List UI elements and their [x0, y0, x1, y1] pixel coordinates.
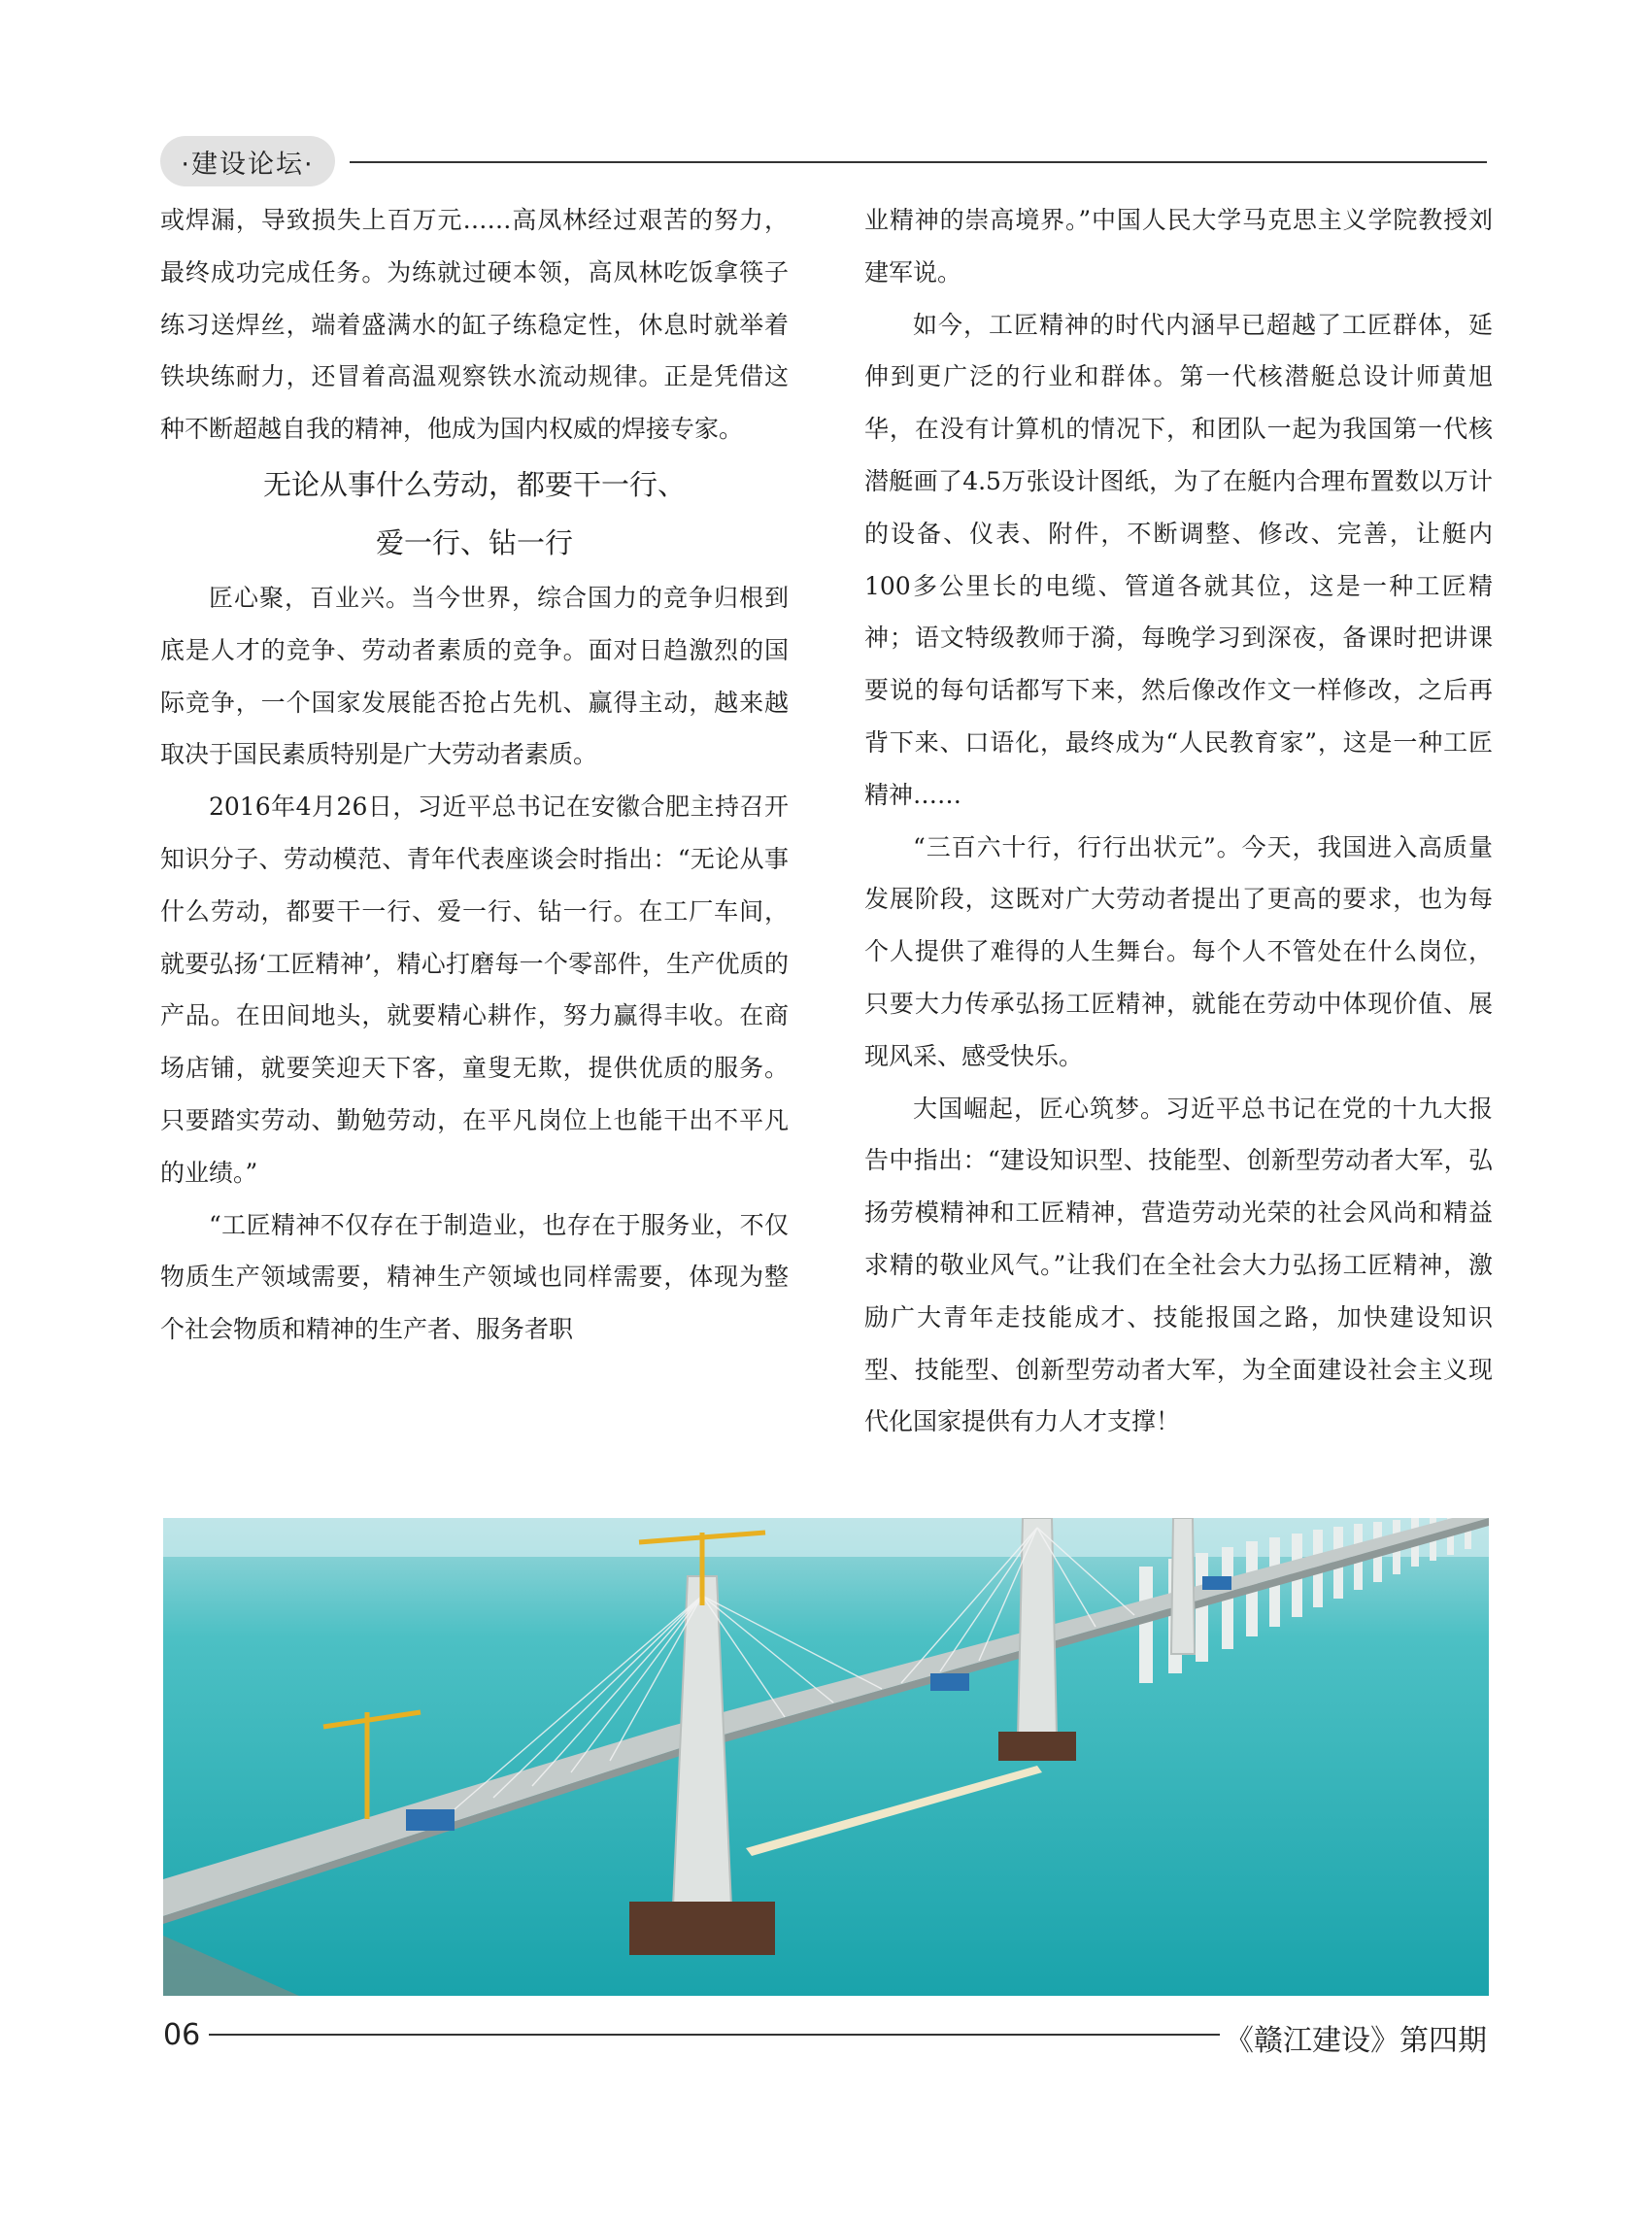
bridge-construction-photo — [163, 1518, 1489, 1996]
paragraph: 如今，工匠精神的时代内涵早已超越了工匠群体，延伸到更广泛的行业和群体。第一代核潜艇总设计师黄旭华，在没有计算机的情况下，和团队一起为我国第一代核潜艇画了4.5万张设计图纸，为了在艇内合理布置数以万计的设备、仪表、附件，不断调整、修改、完善，让艇内100多公里长的电缆、管道各就其位，这是一种工匠精神；语文特级教师于漪，每晚学习到深夜，备课时把讲课要说的每句话都写下来，然后像改作文一样修改，之后再背下来、口语化，最终成为“人民教育家”，这是一种工匠精神…… — [864, 310, 1493, 809]
section-label: ·建设论坛· — [160, 136, 335, 186]
section-heading-line2: 爱一行、钻一行 — [375, 525, 573, 559]
hazy-horizon — [163, 1518, 1489, 1557]
paragraph: 2016年4月26日，习近平总书记在安徽合肥主持召开知识分子、劳动模范、青年代表座谈会时指出：“无论从事什么劳动，都要干一行、爱一行、钻一行。在工厂车间，就要弘扬‘工匠精神’，精心打磨每一个零部件，生产优质的产品。在田间地头，就要精心耕作，努力赢得丰收。在商场店铺，就要笑迎天下客，童叟无欺，提供优质的服务。只要踏实劳动、勤勉劳动，在平凡岗位上也能干出不平凡的业绩。” — [160, 792, 789, 1187]
right-column — [864, 194, 1493, 1448]
section-heading-line1: 无论从事什么劳动，都要干一行、 — [262, 467, 686, 501]
paragraph: 业精神的崇高境界。”中国人民大学马克思主义学院教授刘建军说。 — [864, 206, 1493, 287]
paragraph: 或焊漏，导致损失上百万元……高凤林经过艰苦的努力，最终成功完成任务。为练就过硬本领，高凤林吃饭拿筷子练习送焊丝，端着盛满水的缸子练稳定性，休息时就举着铁块练耐力，还冒着高温观察铁水流动规律。正是凭借这种不断超越自我的精神，他成为国内权威的焊接专家。 — [160, 206, 789, 444]
paragraph: 匠心聚，百业兴。当今世界，综合国力的竞争归根到底是人才的竞争、劳动者素质的竞争。面对日趋激烈的国际竞争，一个国家发展能否抢占先机、赢得主动，越来越取决于国民素质特别是广大劳动者素质。 — [160, 583, 789, 769]
footer-rule — [209, 2034, 1220, 2036]
header-rule — [350, 161, 1487, 163]
bridge-photo-illustration — [163, 1518, 1489, 1996]
page-number: 06 — [163, 2018, 201, 2052]
paragraph: 大国崛起，匠心筑梦。习近平总书记在党的十九大报告中指出：“建设知识型、技能型、创新型劳动者大军，弘扬劳模精神和工匠精神，营造劳动光荣的社会风尚和精益求精的敬业风气。”让我们在全社会大力弘扬工匠精神，激励广大青年走技能成才、技能报国之路，加快建设知识型、技能型、创新型劳动者大军，为全面建设社会主义现代化国家提供有力人才支撑！ — [864, 1094, 1493, 1436]
left-column — [160, 194, 789, 1356]
paragraph: “工匠精神不仅存在于制造业，也存在于服务业，不仅物质生产领域需要，精神生产领域也同样需要，体现为整个社会物质和精神的生产者、服务者职 — [160, 1210, 789, 1344]
magazine-issue: 《赣江建设》第四期 — [1225, 2024, 1487, 2058]
sea-background — [163, 1518, 1489, 1996]
paragraph: “三百六十行，行行出状元”。今天，我国进入高质量发展阶段，这既对广大劳动者提出了更高的要求，也为每个人提供了难得的人生舞台。每个人不管处在什么岗位，只要大力传承弘扬工匠精神，就能在劳动中体现价值、展现风采、感受快乐。 — [864, 832, 1493, 1070]
